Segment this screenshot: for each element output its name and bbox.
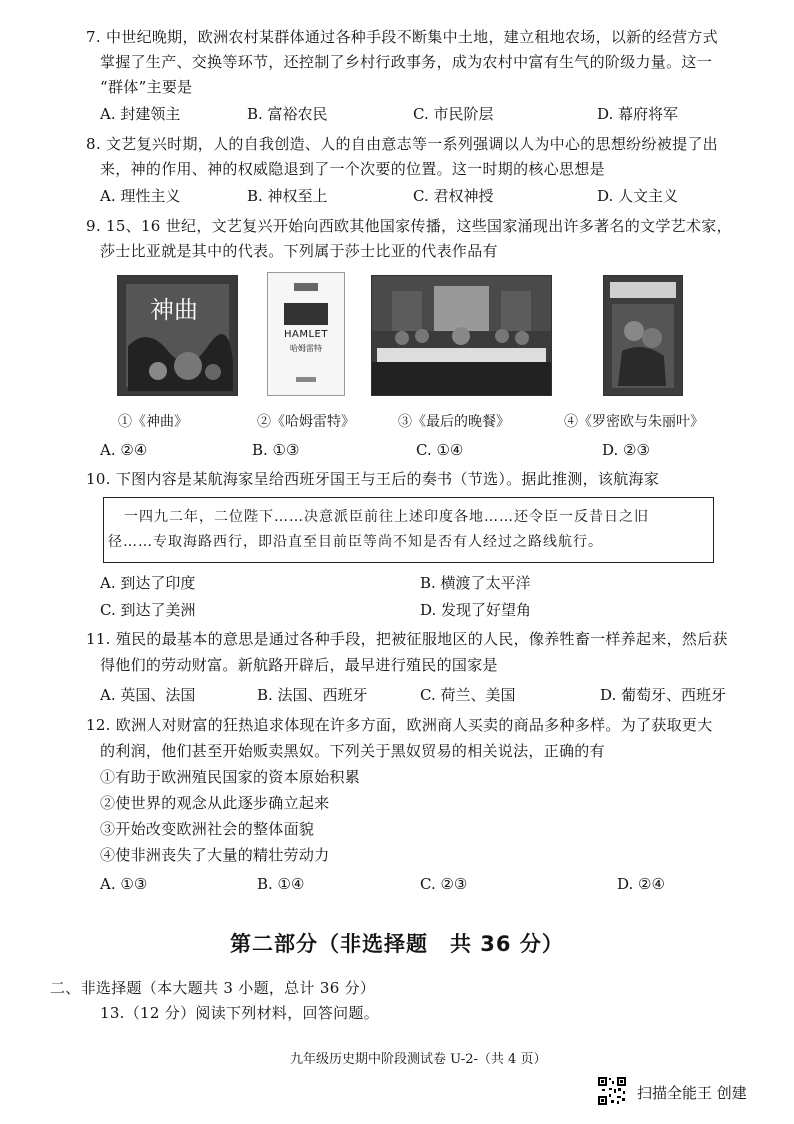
q8-line2: 来，神的作用、神的权威隐退到了一个次要的位置。这一时期的核心思想是 (100, 160, 605, 178)
q7-option-a: A. 封建领主 (100, 105, 181, 123)
q9-caption-3: ③《最后的晚餐》 (398, 414, 510, 430)
hamlet-cover-publisher-mark (296, 377, 316, 382)
q10-option-a: A. 到达了印度 (100, 574, 196, 592)
q12-line2: 的利润，他们甚至开始贩卖黑奴。下列关于黑奴贸易的相关说法，正确的有 (100, 742, 605, 760)
q11-option-c: C. 荷兰、美国 (420, 686, 516, 704)
q7-line1: 7. 中世纪晚期，欧洲农村某群体通过各种手段不断集中土地，建立租地农场，以新的经营方式 (86, 28, 718, 46)
q9-option-b: B. ①③ (252, 441, 300, 459)
q11-line2: 得他们的劳动财富。新航路开辟后，最早进行殖民的国家是 (100, 656, 498, 674)
page-footer: 九年级历史期中阶段测试卷 U-2-（共 4 页） (290, 1052, 547, 1067)
q12-item-4: ④使非洲丧失了大量的精壮劳动力 (100, 846, 330, 864)
q9-caption-1: ①《神曲》 (118, 414, 188, 430)
divine-comedy-cover-title: 神曲 (150, 296, 198, 324)
q12-option-a: A. ①③ (100, 875, 148, 893)
q8-option-b: B. 神权至上 (247, 187, 328, 205)
hamlet-cover-image (267, 272, 345, 396)
part2-title: 第二部分（非选择题 共 36 分） (230, 932, 564, 956)
q11-line1: 11. 殖民的最基本的意思是通过各种手段，把被征服地区的人民，像养牲畜一样养起来，然后获 (86, 630, 728, 648)
hamlet-cover-block (284, 303, 328, 325)
q12-option-d: D. ②④ (617, 875, 665, 893)
q9-line2: 莎士比亚就是其中的代表。下列属于莎士比亚的代表作品有 (100, 242, 498, 260)
q10-quote-box (103, 497, 714, 563)
q9-caption-2: ②《哈姆雷特》 (257, 414, 355, 430)
q8-line1: 8. 文艺复兴时期，人的自我创造、人的自由意志等一系列强调以人为中心的思想纷纷被提了出 (86, 135, 718, 153)
scanner-brand-label: 扫描全能王 创建 (637, 1084, 747, 1102)
hamlet-cover-subtitle: 哈姆雷特 (290, 344, 322, 353)
q10-line1: 10. 下图内容是某航海家呈给西班牙国王与王后的奏书（节选）。据此推测，该航海家 (86, 470, 660, 488)
q7-line2: 掌握了生产、交换等环节，还控制了乡村行政事务，成为农村中富有生气的阶级力量。这一 (100, 53, 713, 71)
q7-option-b: B. 富裕农民 (247, 105, 328, 123)
last-supper-image (371, 275, 552, 396)
q10-option-d: D. 发现了好望角 (420, 601, 532, 619)
q9-option-c: C. ①④ (416, 441, 464, 459)
divine-comedy-cover-image (117, 275, 238, 396)
q10-option-c: C. 到达了美洲 (100, 601, 196, 619)
q7-line3: “群体”主要是 (100, 78, 193, 96)
qr-code-icon (597, 1076, 627, 1106)
q8-option-c: C. 君权神授 (413, 187, 494, 205)
q12-line1: 12. 欧洲人对财富的狂热追求体现在许多方面，欧洲商人买卖的商品多种多样。为了获取更大 (86, 716, 713, 734)
q9-option-d: D. ②③ (602, 441, 650, 459)
q9-option-a: A. ②④ (100, 441, 148, 459)
q12-item-1: ①有助于欧洲殖民国家的资本原始积累 (100, 768, 361, 786)
q13-line1: 13.（12 分）阅读下列材料，回答问题。 (100, 1004, 380, 1022)
romeo-juliet-cover-image (603, 275, 683, 396)
q12-item-2: ②使世界的观念从此逐步确立起来 (100, 794, 330, 812)
q10-quote-line1: 一四九二年，二位陛下……决意派臣前往上述印度各地……还令臣一反昔日之旧 (124, 509, 649, 525)
q12-item-3: ③开始改变欧洲社会的整体面貌 (100, 820, 315, 838)
q7-option-c: C. 市民阶层 (413, 105, 494, 123)
q11-option-d: D. 葡萄牙、西班牙 (600, 686, 727, 704)
q9-line1: 9. 15、16 世纪，文艺复兴开始向西欧其他国家传播，这些国家涌现出许多著名的文学艺术家， (86, 217, 732, 235)
q8-option-d: D. 人文主义 (597, 187, 679, 205)
hamlet-cover-title: HAMLET (284, 329, 328, 340)
q11-option-a: A. 英国、法国 (100, 686, 196, 704)
q12-option-c: C. ②③ (420, 875, 468, 893)
q9-caption-4: ④《罗密欧与朱丽叶》 (564, 414, 704, 430)
q8-option-a: A. 理性主义 (100, 187, 181, 205)
part2-section-heading: 二、非选择题（本大题共 3 小题，总计 36 分） (50, 979, 376, 997)
q11-option-b: B. 法国、西班牙 (257, 686, 368, 704)
q10-quote-line2: 径……专取海路西行，即沿直至目前臣等尚不知是否有人经过之路线航行。 (108, 534, 603, 550)
q7-option-d: D. 幕府将军 (597, 105, 679, 123)
hamlet-cover-mark (294, 283, 318, 291)
q10-option-b: B. 横渡了太平洋 (420, 574, 531, 592)
q12-option-b: B. ①④ (257, 875, 305, 893)
